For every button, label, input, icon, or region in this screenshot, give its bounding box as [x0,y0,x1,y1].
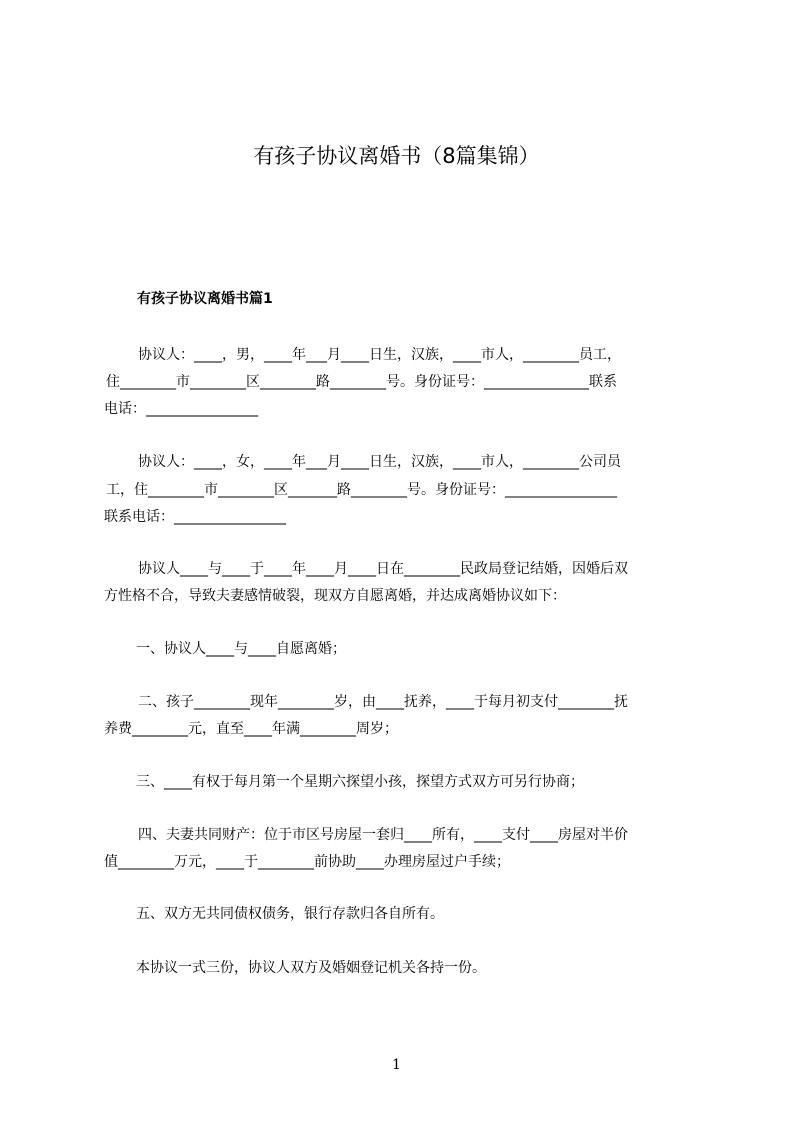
page-number: 1 [392,1057,401,1073]
paragraph-line: 电话：________________ [104,401,258,417]
paragraph-line: 联系电话：________________ [104,509,286,525]
closing-line: 本协议一式三份，协议人双方及婚姻登记机关各持一份。 [136,960,486,976]
paragraph-line: 住________市________区________路________号。身份证号：_______________联系 [106,374,617,390]
section-heading: 有孩子协议离婚书篇1 [137,291,273,307]
clause-line: 五、双方无共同债权债务，银行存款归各自所有。 [136,906,444,922]
document-title: 有孩子协议离婚书（8篇集锦） [253,144,540,168]
clause-line: 四、夫妻共同财产：位于市区号房屋一套归____所有，____支付____房屋对半价 [138,827,628,843]
clause-line: 一、协议人____与____自愿离婚； [136,641,346,657]
paragraph-line: 方性格不合，导致夫妻感情破裂，现双方自愿离婚，并达成离婚协议如下： [104,588,566,604]
paragraph-line: 协议人____与____于____年____月____日在________民政局登记结婚，因婚后双 [138,561,628,577]
paragraph-line: 协议人：____，男，____年___月____日生，汉族，____市人，________员工， [138,347,621,363]
clause-line: 二、孩子________现年________岁，由____抚养，____于每月初支付________抚 [138,694,628,710]
clause-line: 值________万元，____于________前协助____办理房屋过户手续； [104,854,510,870]
paragraph-line: 工，住________市________区_______路________号。身份证号：________________ [106,482,617,498]
clause-line: 养费________元，直至____年满________周岁； [104,721,398,737]
clause-line: 三、____有权于每月第一个星期六探望小孩，探望方式双方可另行协商； [136,774,584,790]
paragraph-line: 协议人：____，女，____年___月____日生，汉族，____市人，________公司员 [138,454,621,470]
